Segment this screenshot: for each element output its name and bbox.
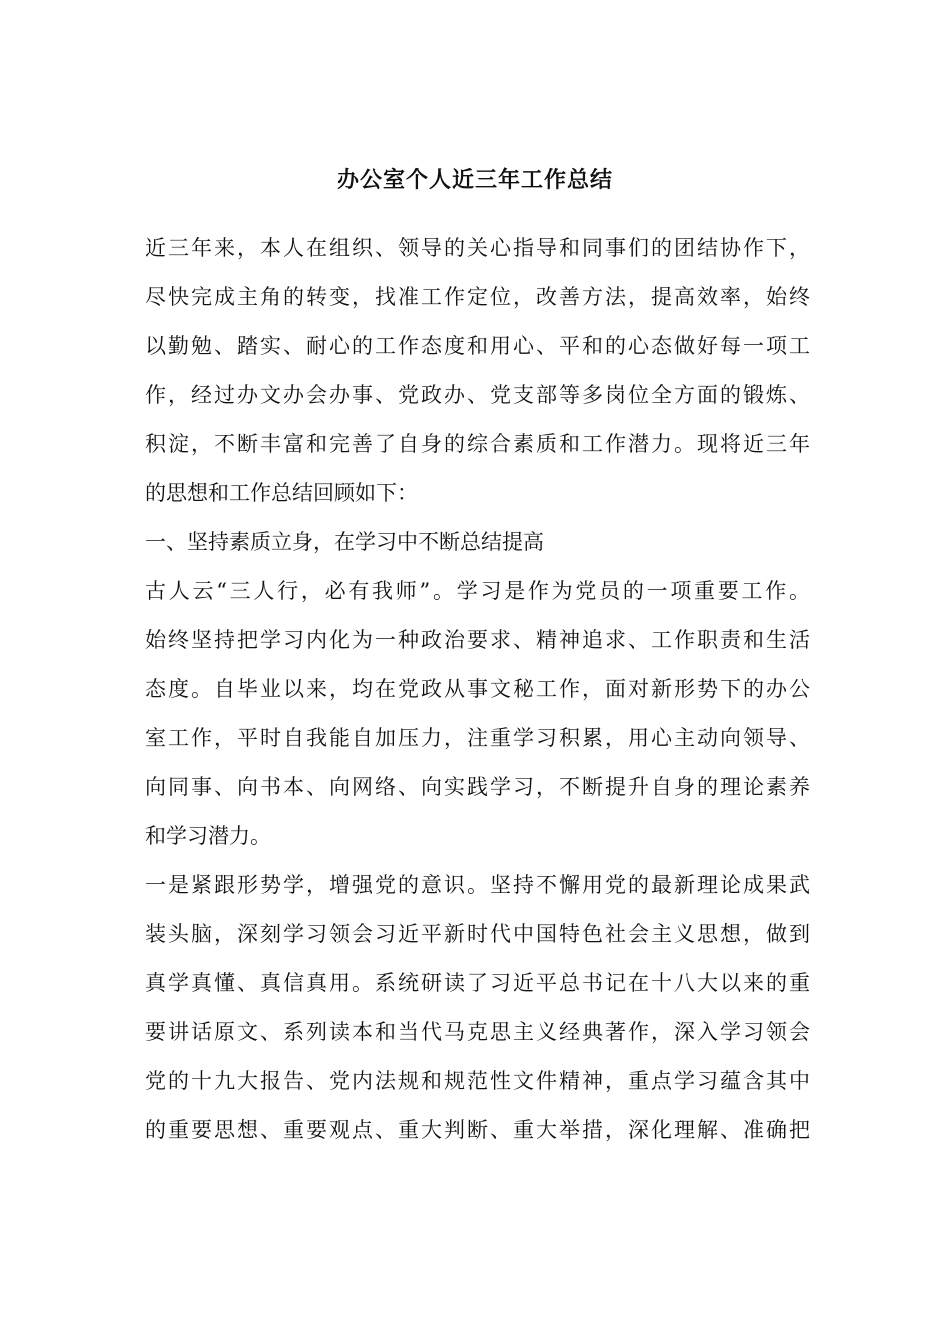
- body-line: 古人云“三人行，必有我师”。学习是作为党员的一项重要工作。: [145, 579, 810, 603]
- document-body: [145, 224, 810, 1155]
- body-line: 作，经过办文办会办事、党政办、党支部等多岗位全方面的锻炼、: [145, 383, 810, 407]
- body-line: 尽快完成主角的转变，找准工作定位，改善方法，提高效率，始终: [145, 285, 810, 309]
- body-line: 的重要思想、重要观点、重大判断、重大举措，深化理解、准确把: [145, 1118, 810, 1142]
- body-line: 积淀，不断丰富和完善了自身的综合素质和工作潜力。现将近三年: [145, 432, 810, 456]
- body-line: 的思想和工作总结回顾如下：: [145, 481, 418, 505]
- body-line: 和学习潜力。: [145, 824, 271, 848]
- section-heading: 一、坚持素质立身，在学习中不断总结提高: [145, 530, 544, 554]
- body-line: 室工作，平时自我能自加压力，注重学习积累，用心主动向领导、: [145, 726, 810, 750]
- document-title: 办公室个人近三年工作总结: [336, 167, 613, 193]
- body-line: 一是紧跟形势学，增强党的意识。坚持不懈用党的最新理论成果武: [145, 873, 810, 897]
- body-line: 真学真懂、真信真用。系统研读了习近平总书记在十八大以来的重: [145, 971, 810, 995]
- body-line: 要讲话原文、系列读本和当代马克思主义经典著作，深入学习领会: [145, 1020, 810, 1044]
- body-line: 向同事、向书本、向网络、向实践学习，不断提升自身的理论素养: [145, 775, 810, 799]
- body-line: 党的十九大报告、党内法规和规范性文件精神，重点学习蕴含其中: [145, 1069, 810, 1093]
- body-line: 近三年来，本人在组织、领导的关心指导和同事们的团结协作下，: [145, 236, 810, 260]
- body-line: 以勤勉、踏实、耐心的工作态度和用心、平和的心态做好每一项工: [145, 334, 810, 358]
- body-line: 始终坚持把学习内化为一种政治要求、精神追求、工作职责和生活: [145, 628, 810, 652]
- body-line: 装头脑，深刻学习领会习近平新时代中国特色社会主义思想，做到: [145, 922, 810, 946]
- body-line: 态度。自毕业以来，均在党政从事文秘工作，面对新形势下的办公: [145, 677, 810, 701]
